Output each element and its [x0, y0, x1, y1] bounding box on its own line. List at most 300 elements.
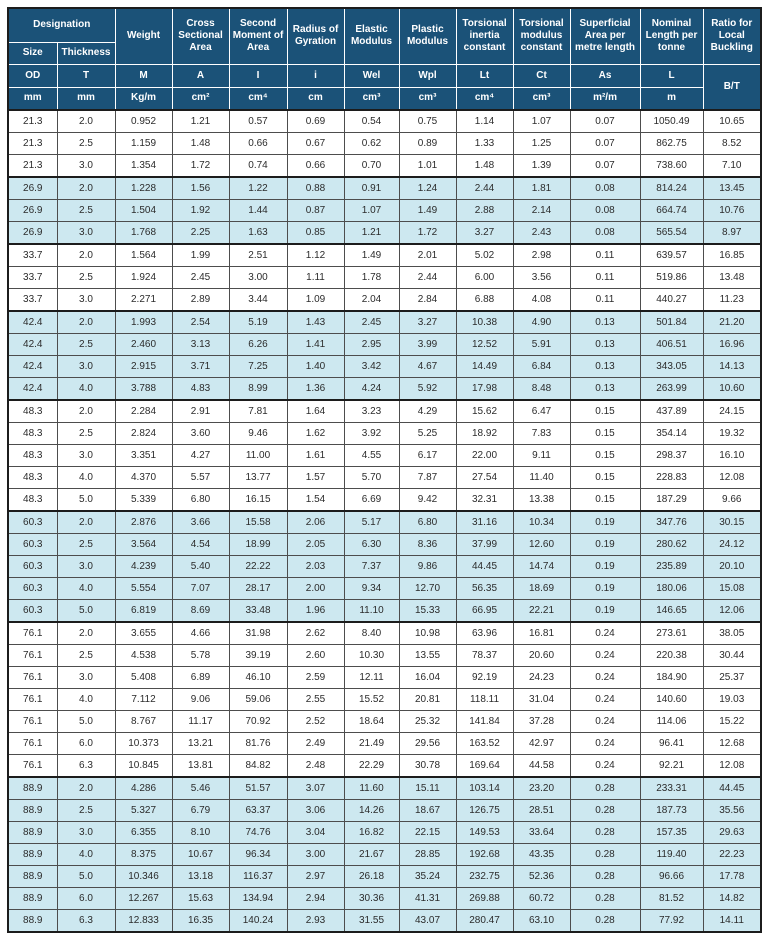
- cell: 70.92: [229, 711, 287, 733]
- cell: 16.81: [513, 622, 570, 645]
- cell: 63.10: [513, 910, 570, 933]
- cell: 10.65: [703, 110, 761, 133]
- cell: 23.20: [513, 777, 570, 800]
- cell: 3.06: [287, 800, 344, 822]
- cell: 1.12: [287, 244, 344, 267]
- chs-properties-table: [7, 7, 762, 933]
- cell: 220.38: [640, 645, 703, 667]
- cell: 2.93: [287, 910, 344, 933]
- cell: 6.17: [399, 445, 456, 467]
- cell: 30.15: [703, 511, 761, 534]
- cell: 2.271: [115, 289, 172, 312]
- cell: 2.60: [287, 645, 344, 667]
- unit-l: m: [640, 87, 703, 110]
- cell: 0.15: [570, 445, 640, 467]
- cell: 21.20: [703, 311, 761, 334]
- cell: 2.00: [287, 578, 344, 600]
- table-row: [8, 467, 761, 489]
- cell: 13.38: [513, 489, 570, 512]
- cell: 0.19: [570, 534, 640, 556]
- cell: 10.373: [115, 733, 172, 755]
- unit-i-lower: cm: [287, 87, 344, 110]
- cell: 2.98: [513, 244, 570, 267]
- unit-wel: cm³: [344, 87, 399, 110]
- cell: 26.9: [8, 177, 57, 200]
- cell: 639.57: [640, 244, 703, 267]
- cell: 22.29: [344, 755, 399, 778]
- cell: 48.3: [8, 489, 57, 512]
- cell: 5.554: [115, 578, 172, 600]
- cell: 10.346: [115, 866, 172, 888]
- cell: 3.44: [229, 289, 287, 312]
- cell: 3.04: [287, 822, 344, 844]
- cell: 2.91: [172, 400, 229, 423]
- cell: 5.0: [57, 600, 115, 623]
- cell: 273.61: [640, 622, 703, 645]
- cell: 0.24: [570, 689, 640, 711]
- cell: 5.0: [57, 489, 115, 512]
- cell: 2.0: [57, 110, 115, 133]
- cell: 2.0: [57, 511, 115, 534]
- cell: 25.37: [703, 667, 761, 689]
- cell: 263.99: [640, 378, 703, 401]
- cell: 140.60: [640, 689, 703, 711]
- cell: 406.51: [640, 334, 703, 356]
- cell: 6.69: [344, 489, 399, 512]
- cell: 2.0: [57, 777, 115, 800]
- cell: 15.52: [344, 689, 399, 711]
- cell: 30.78: [399, 755, 456, 778]
- cell: 16.96: [703, 334, 761, 356]
- cell: 2.876: [115, 511, 172, 534]
- cell: 15.22: [703, 711, 761, 733]
- cell: 2.05: [287, 534, 344, 556]
- cell: 0.67: [287, 133, 344, 155]
- cell: 0.28: [570, 822, 640, 844]
- cell: 14.26: [344, 800, 399, 822]
- cell: 9.34: [344, 578, 399, 600]
- cell: 42.4: [8, 311, 57, 334]
- cell: 14.82: [703, 888, 761, 910]
- cell: 44.45: [456, 556, 513, 578]
- cell: 4.0: [57, 467, 115, 489]
- cell: 76.1: [8, 645, 57, 667]
- cell: 76.1: [8, 622, 57, 645]
- cell: 0.952: [115, 110, 172, 133]
- cell: 42.4: [8, 334, 57, 356]
- cell: 88.9: [8, 910, 57, 933]
- cell: 10.67: [172, 844, 229, 866]
- cell: 1.21: [172, 110, 229, 133]
- cell: 7.37: [344, 556, 399, 578]
- cell: 88.9: [8, 800, 57, 822]
- cell: 4.27: [172, 445, 229, 467]
- cell: 0.24: [570, 622, 640, 645]
- cell: 0.13: [570, 334, 640, 356]
- cell: 0.28: [570, 910, 640, 933]
- cell: 48.3: [8, 423, 57, 445]
- cell: 141.84: [456, 711, 513, 733]
- cell: 1.48: [172, 133, 229, 155]
- cell: 15.58: [229, 511, 287, 534]
- cell: 3.0: [57, 289, 115, 312]
- cell: 4.55: [344, 445, 399, 467]
- cell: 2.44: [399, 267, 456, 289]
- cell: 1.09: [287, 289, 344, 312]
- cell: 60.3: [8, 511, 57, 534]
- cell: 233.31: [640, 777, 703, 800]
- cell: 0.74: [229, 155, 287, 178]
- cell: 8.99: [229, 378, 287, 401]
- cell: 32.31: [456, 489, 513, 512]
- cell: 0.07: [570, 110, 640, 133]
- header-size: Size: [8, 42, 57, 64]
- cell: 30.44: [703, 645, 761, 667]
- cell: 180.06: [640, 578, 703, 600]
- cell: 3.60: [172, 423, 229, 445]
- cell: 2.824: [115, 423, 172, 445]
- cell: 9.66: [703, 489, 761, 512]
- table-row: [8, 378, 761, 401]
- cell: 1.41: [287, 334, 344, 356]
- cell: 3.655: [115, 622, 172, 645]
- cell: 20.81: [399, 689, 456, 711]
- cell: 5.02: [456, 244, 513, 267]
- table-row: [8, 622, 761, 645]
- table-row: [8, 556, 761, 578]
- cell: 1.564: [115, 244, 172, 267]
- cell: 2.62: [287, 622, 344, 645]
- cell: 12.267: [115, 888, 172, 910]
- header-ratio-local-buckling: Ratio for Local Buckling: [703, 8, 761, 64]
- table-row: [8, 800, 761, 822]
- cell: 15.63: [172, 888, 229, 910]
- table-header: [8, 8, 761, 110]
- table-row: [8, 711, 761, 733]
- cell: 2.88: [456, 200, 513, 222]
- cell: 2.0: [57, 244, 115, 267]
- cell: 21.67: [344, 844, 399, 866]
- table-row: [8, 645, 761, 667]
- cell: 118.11: [456, 689, 513, 711]
- table-body: [8, 110, 761, 932]
- table-row: [8, 534, 761, 556]
- cell: 22.22: [229, 556, 287, 578]
- cell: 298.37: [640, 445, 703, 467]
- header-cross-sectional-area: Cross Sectional Area: [172, 8, 229, 64]
- cell: 41.31: [399, 888, 456, 910]
- cell: 6.89: [172, 667, 229, 689]
- cell: 20.60: [513, 645, 570, 667]
- header-thickness: Thickness: [57, 42, 115, 64]
- cell: 235.89: [640, 556, 703, 578]
- cell: 24.12: [703, 534, 761, 556]
- cell: 126.75: [456, 800, 513, 822]
- cell: 2.59: [287, 667, 344, 689]
- cell: 0.08: [570, 200, 640, 222]
- cell: 1.33: [456, 133, 513, 155]
- cell: 5.408: [115, 667, 172, 689]
- cell: 6.79: [172, 800, 229, 822]
- cell: 157.35: [640, 822, 703, 844]
- cell: 8.40: [344, 622, 399, 645]
- header-symbol-row: [8, 64, 761, 87]
- cell: 862.75: [640, 133, 703, 155]
- cell: 28.85: [399, 844, 456, 866]
- cell: 2.94: [287, 888, 344, 910]
- cell: 1.24: [399, 177, 456, 200]
- cell: 2.49: [287, 733, 344, 755]
- cell: 0.11: [570, 244, 640, 267]
- cell: 4.83: [172, 378, 229, 401]
- unit-od: mm: [8, 87, 57, 110]
- table-row: [8, 200, 761, 222]
- cell: 13.55: [399, 645, 456, 667]
- cell: 52.36: [513, 866, 570, 888]
- cell: 8.36: [399, 534, 456, 556]
- unit-as: m²/m: [570, 87, 640, 110]
- table-row: [8, 244, 761, 267]
- cell: 4.286: [115, 777, 172, 800]
- table-row: [8, 600, 761, 623]
- cell: 8.375: [115, 844, 172, 866]
- cell: 26.9: [8, 200, 57, 222]
- cell: 5.70: [344, 467, 399, 489]
- cell: 1.40: [287, 356, 344, 378]
- cell: 664.74: [640, 200, 703, 222]
- cell: 103.14: [456, 777, 513, 800]
- cell: 0.66: [287, 155, 344, 178]
- cell: 2.95: [344, 334, 399, 356]
- cell: 60.3: [8, 556, 57, 578]
- cell: 18.64: [344, 711, 399, 733]
- cell: 0.28: [570, 777, 640, 800]
- cell: 565.54: [640, 222, 703, 245]
- table-row: [8, 445, 761, 467]
- header-designation: Designation: [8, 8, 115, 42]
- cell: 7.81: [229, 400, 287, 423]
- cell: 0.24: [570, 733, 640, 755]
- symbol-od: OD: [8, 64, 57, 87]
- cell: 0.19: [570, 511, 640, 534]
- cell: 16.82: [344, 822, 399, 844]
- cell: 33.7: [8, 267, 57, 289]
- cell: 119.40: [640, 844, 703, 866]
- cell: 15.08: [703, 578, 761, 600]
- cell: 2.5: [57, 534, 115, 556]
- cell: 10.30: [344, 645, 399, 667]
- cell: 21.3: [8, 133, 57, 155]
- cell: 3.0: [57, 222, 115, 245]
- cell: 4.239: [115, 556, 172, 578]
- cell: 12.60: [513, 534, 570, 556]
- cell: 88.9: [8, 844, 57, 866]
- cell: 2.48: [287, 755, 344, 778]
- table-row: [8, 667, 761, 689]
- cell: 0.66: [229, 133, 287, 155]
- cell: 76.1: [8, 755, 57, 778]
- cell: 7.10: [703, 155, 761, 178]
- cell: 6.30: [344, 534, 399, 556]
- cell: 5.339: [115, 489, 172, 512]
- cell: 3.788: [115, 378, 172, 401]
- cell: 11.17: [172, 711, 229, 733]
- cell: 7.83: [513, 423, 570, 445]
- cell: 10.76: [703, 200, 761, 222]
- cell: 6.80: [172, 489, 229, 512]
- cell: 519.86: [640, 267, 703, 289]
- cell: 43.07: [399, 910, 456, 933]
- cell: 4.54: [172, 534, 229, 556]
- cell: 2.284: [115, 400, 172, 423]
- cell: 13.48: [703, 267, 761, 289]
- cell: 5.91: [513, 334, 570, 356]
- cell: 2.460: [115, 334, 172, 356]
- header-plastic-modulus: Plastic Modulus: [399, 8, 456, 64]
- cell: 1.504: [115, 200, 172, 222]
- table-row: [8, 755, 761, 778]
- cell: 3.56: [513, 267, 570, 289]
- symbol-i-lower: i: [287, 64, 344, 87]
- table-row: [8, 334, 761, 356]
- cell: 134.94: [229, 888, 287, 910]
- symbol-as: As: [570, 64, 640, 87]
- cell: 19.03: [703, 689, 761, 711]
- cell: 2.45: [172, 267, 229, 289]
- cell: 2.25: [172, 222, 229, 245]
- cell: 6.47: [513, 400, 570, 423]
- cell: 17.78: [703, 866, 761, 888]
- cell: 3.0: [57, 556, 115, 578]
- cell: 16.85: [703, 244, 761, 267]
- cell: 0.19: [570, 556, 640, 578]
- cell: 6.00: [456, 267, 513, 289]
- cell: 43.35: [513, 844, 570, 866]
- cell: 9.46: [229, 423, 287, 445]
- cell: 44.58: [513, 755, 570, 778]
- cell: 1.96: [287, 600, 344, 623]
- cell: 3.351: [115, 445, 172, 467]
- cell: 0.85: [287, 222, 344, 245]
- cell: 0.13: [570, 378, 640, 401]
- cell: 1.62: [287, 423, 344, 445]
- cell: 48.3: [8, 400, 57, 423]
- cell: 16.15: [229, 489, 287, 512]
- cell: 0.28: [570, 844, 640, 866]
- cell: 88.9: [8, 777, 57, 800]
- cell: 28.51: [513, 800, 570, 822]
- cell: 51.57: [229, 777, 287, 800]
- cell: 116.37: [229, 866, 287, 888]
- cell: 1.11: [287, 267, 344, 289]
- cell: 5.57: [172, 467, 229, 489]
- table-row: [8, 423, 761, 445]
- header-torsional-inertia-constant: Torsional inertia constant: [456, 8, 513, 64]
- cell: 1.228: [115, 177, 172, 200]
- cell: 37.28: [513, 711, 570, 733]
- cell: 7.07: [172, 578, 229, 600]
- cell: 5.46: [172, 777, 229, 800]
- cell: 8.767: [115, 711, 172, 733]
- table-row: [8, 356, 761, 378]
- cell: 21.3: [8, 110, 57, 133]
- header-second-moment-of-area: Second Moment of Area: [229, 8, 287, 64]
- cell: 2.03: [287, 556, 344, 578]
- cell: 14.74: [513, 556, 570, 578]
- cell: 1.78: [344, 267, 399, 289]
- cell: 77.92: [640, 910, 703, 933]
- cell: 0.08: [570, 222, 640, 245]
- cell: 38.05: [703, 622, 761, 645]
- cell: 3.07: [287, 777, 344, 800]
- cell: 2.14: [513, 200, 570, 222]
- cell: 6.26: [229, 334, 287, 356]
- cell: 10.98: [399, 622, 456, 645]
- cell: 1.99: [172, 244, 229, 267]
- cell: 501.84: [640, 311, 703, 334]
- cell: 0.57: [229, 110, 287, 133]
- symbol-lt: Lt: [456, 64, 513, 87]
- cell: 9.06: [172, 689, 229, 711]
- cell: 0.24: [570, 711, 640, 733]
- cell: 1.64: [287, 400, 344, 423]
- cell: 42.4: [8, 356, 57, 378]
- cell: 5.92: [399, 378, 456, 401]
- cell: 46.10: [229, 667, 287, 689]
- cell: 3.27: [399, 311, 456, 334]
- unit-t: mm: [57, 87, 115, 110]
- cell: 0.07: [570, 133, 640, 155]
- cell: 39.19: [229, 645, 287, 667]
- cell: 0.19: [570, 578, 640, 600]
- cell: 3.0: [57, 822, 115, 844]
- table-row: [8, 311, 761, 334]
- symbol-ct: Ct: [513, 64, 570, 87]
- table-row: [8, 822, 761, 844]
- cell: 1.07: [513, 110, 570, 133]
- cell: 8.69: [172, 600, 229, 623]
- cell: 42.4: [8, 378, 57, 401]
- header-unit-row: [8, 87, 761, 110]
- cell: 5.40: [172, 556, 229, 578]
- cell: 0.87: [287, 200, 344, 222]
- cell: 2.45: [344, 311, 399, 334]
- cell: 48.3: [8, 467, 57, 489]
- cell: 76.1: [8, 711, 57, 733]
- cell: 1.924: [115, 267, 172, 289]
- cell: 0.88: [287, 177, 344, 200]
- cell: 56.35: [456, 578, 513, 600]
- unit-i-upper: cm⁴: [229, 87, 287, 110]
- header-radius-of-gyration: Radius of Gyration: [287, 8, 344, 64]
- cell: 44.45: [703, 777, 761, 800]
- cell: 2.54: [172, 311, 229, 334]
- table-row: [8, 133, 761, 155]
- cell: 92.19: [456, 667, 513, 689]
- cell: 0.24: [570, 755, 640, 778]
- cell: 12.08: [703, 755, 761, 778]
- cell: 88.9: [8, 822, 57, 844]
- cell: 8.48: [513, 378, 570, 401]
- cell: 10.845: [115, 755, 172, 778]
- symbol-bt: B/T: [703, 64, 761, 110]
- header-weight: Weight: [115, 8, 172, 64]
- cell: 8.97: [703, 222, 761, 245]
- cell: 88.9: [8, 888, 57, 910]
- symbol-m: M: [115, 64, 172, 87]
- cell: 24.15: [703, 400, 761, 423]
- cell: 2.5: [57, 267, 115, 289]
